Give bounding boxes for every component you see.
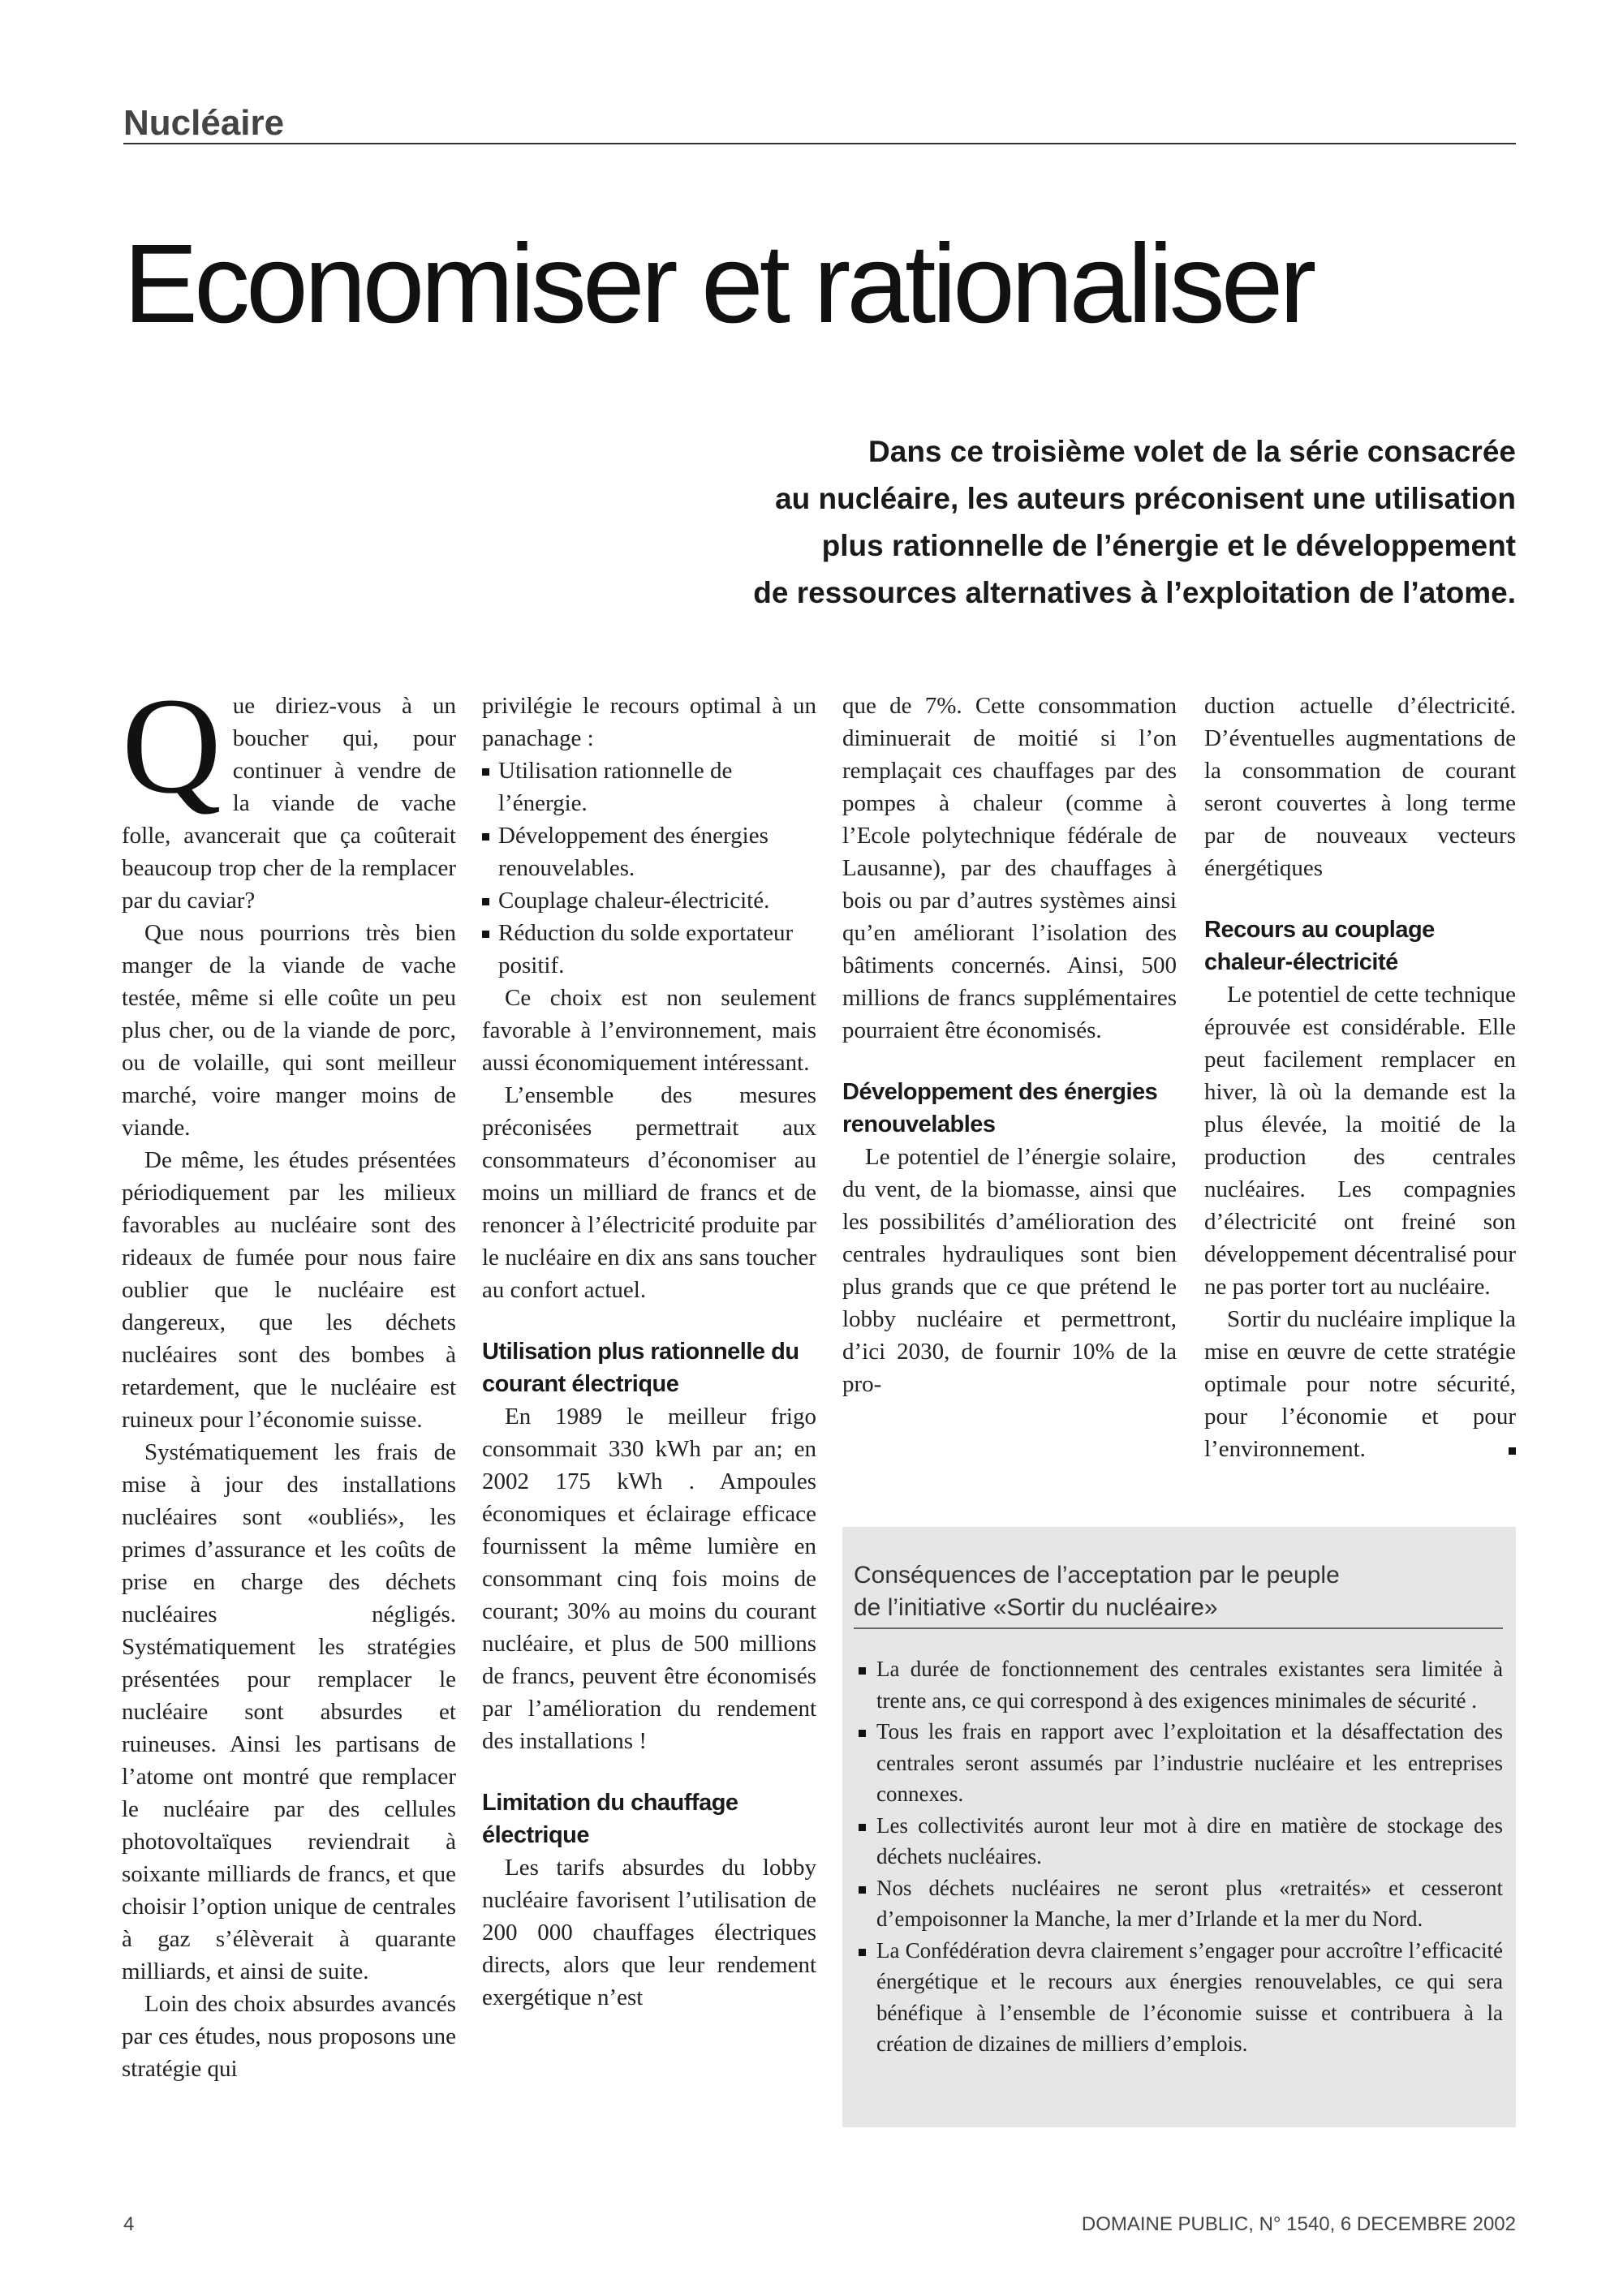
list-item: La durée de fonctionnement des centrales existantes sera limitée à trente ans, ce qui correspond à des exigences minimales de sécurité . bbox=[854, 1653, 1503, 1716]
drop-cap: Q bbox=[122, 669, 222, 822]
paragraph: privilégie le recours optimal à un panachage : bbox=[482, 693, 816, 751]
lead-line: Dans ce troisième volet de la série consacrée bbox=[868, 435, 1516, 468]
lead-line: plus rationnelle de l’énergie et le développement bbox=[821, 529, 1516, 562]
paragraph: Le potentiel de cette technique éprouvée est considérable. Elle peut facilement remplacer en hiver, là où la demande est la plus élevée, la moitié de la production des centrales nucléaires. Les compagnies d’électricité ont freiné son développement décentralisé pour ne pas porter tort au nucléaire. bbox=[1204, 982, 1516, 1300]
lead-line: au nucléaire, les auteurs préconisent une utilisation bbox=[775, 482, 1516, 515]
box-title-line: de l’initiative «Sortir du nucléaire» bbox=[854, 1594, 1218, 1621]
list-item: Tous les frais en rapport avec l’exploitation et la désaffectation des centrales seront assumés par l’industrie nucléaire et les entreprises connexes. bbox=[854, 1716, 1503, 1810]
paragraph: En 1989 le meilleur frigo consommait 330 kWh par an; en 2002 175 kWh . Ampoules économiques et éclairage efficace fournissent la même lumière en consommant cinq fois moins de courant; 30% au moins du courant nucléaire, et plus de 500 millions de francs, peuvent être économisés par l’amélioration du rendement des installations ! bbox=[482, 1404, 816, 1754]
consequences-list bbox=[854, 1653, 1503, 2060]
paragraph: Ce choix est non seulement favorable à l’environnement, mais aussi économiquement intéressant. bbox=[482, 985, 816, 1076]
sidebar-box bbox=[842, 1527, 1516, 2127]
section-heading: Limitation du chauffage électrique bbox=[482, 1790, 738, 1848]
list-item: La Confédération devra clairement s’engager pour accroître l’efficacité énergétique et le recours aux énergies renouvelables, ce qui sera bénéfique à l’ensemble de l’économie suisse et contribuera à la création de dizaines de milliers d’emplois. bbox=[854, 1935, 1503, 2060]
text-column-2 bbox=[482, 690, 816, 2014]
paragraph: que de 7%. Cette consommation diminuerait de moitié si l’on remplaçait ces chauffages par des pompes à chaleur (comme à l’Ecole polytechnique fédérale de Lausanne), par des chauffages à bois ou par d’autres systèmes ainsi qu’en améliorant l’isolation des bâtiments concernés. Ainsi, 500 millions de francs supplémentaires pourraient être économisés. bbox=[842, 693, 1177, 1043]
list-item: Utilisation rationnelle de l’énergie. bbox=[482, 755, 816, 819]
list-item: Nos déchets nucléaires ne seront plus «retraités» et cesseront d’empoisonner la Manche, la mer d’Irlande et la mer du Nord. bbox=[854, 1872, 1503, 1935]
box-title-line: Conséquences de l’acceptation par le peuple bbox=[854, 1562, 1340, 1589]
list-item: Développement des énergies renouvelables. bbox=[482, 819, 816, 884]
section-heading: Recours au couplage chaleur-électricité bbox=[1204, 917, 1435, 975]
lead-line: de ressources alternatives à l’exploitation de l’atome. bbox=[753, 576, 1516, 609]
paragraph: Le potentiel de l’énergie solaire, du vent, de la biomasse, ainsi que les possibilités d’amélioration des centrales hydrauliques sont bien plus grands que ce que prétend le lobby nucléaire et permettront, d’ici 2030, de fournir 10% de la pro- bbox=[842, 1144, 1177, 1397]
paragraph bbox=[1204, 1303, 1516, 1465]
paragraph-text: ue diriez-vous à un boucher qui, pour continuer à vendre de la viande de vache folle, avancerait que ça coûterait beaucoup trop cher de la remplacer par du caviar? bbox=[122, 693, 456, 914]
article-lead bbox=[568, 428, 1516, 617]
paragraph: duction actuelle d’électricité. D’éventuelles augmentations de la consommation de courant seront couvertes à long terme par de nouveaux vecteurs énergétiques bbox=[1204, 693, 1516, 881]
list-item: Les collectivités auront leur mot à dire en matière de stockage des déchets nucléaires. bbox=[854, 1810, 1503, 1872]
strategy-list bbox=[482, 755, 816, 982]
paragraph-text: Sortir du nucléaire implique la mise en œuvre de cette stratégie optimale pour notre sécurité, pour l’économie et pour l’environnement. bbox=[1204, 1306, 1516, 1462]
text-column-4 bbox=[1204, 690, 1516, 1465]
box-title bbox=[854, 1559, 1503, 1629]
paragraph: Les tarifs absurdes du lobby nucléaire favorisent l’utilisation de 200 000 chauffages électriques directs, alors que leur rendement exergétique n’est bbox=[482, 1855, 816, 2010]
text-column-1 bbox=[122, 669, 456, 2085]
paragraph: De même, les études présentées périodiquement par les milieux favorables au nucléaire sont des rideaux de fumée pour nous faire oublier que le nucléaire est dangereux, que les déchets nucléaires sont des bombes à retardement, que le nucléaire est ruineux pour l’économie suisse. bbox=[122, 1147, 456, 1433]
list-item: Couplage chaleur-électricité. bbox=[482, 884, 816, 917]
paragraph: L’ensemble des mesures préconisées permettrait aux consommateurs d’économiser au moins un milliard de francs et de renoncer à l’électricité produite par le nucléaire en dix ans sans toucher au confort actuel. bbox=[482, 1082, 816, 1303]
paragraph: Que nous pourrions très bien manger de la viande de vache testée, même si elle coûte un peu plus cher, ou de la viande de porc, ou de volaille, qui sont meilleur marché, voire manger moins de viande. bbox=[122, 920, 456, 1141]
section-heading: Développement des énergies renouvelables bbox=[842, 1079, 1158, 1137]
text-column-3 bbox=[842, 690, 1177, 1400]
section-heading: Utilisation plus rationnelle du courant électrique bbox=[482, 1339, 799, 1397]
section-rubric: Nucléaire bbox=[123, 102, 1516, 144]
paragraph: Loin des choix absurdes avancés par ces études, nous proposons une stratégie qui bbox=[122, 1991, 456, 2082]
publication-info: DOMAINE PUBLIC, N° 1540, 6 DECEMBRE 2002 bbox=[1081, 2213, 1516, 2235]
end-mark-icon bbox=[1509, 1447, 1516, 1455]
paragraph: Systématiquement les frais de mise à jour des installations nucléaires sont «oubliés», les primes d’assurance et les coûts de prise en charge des déchets nucléaires négligés. Systématiquement les stratégies présentées pour remplacer le nucléaire sont absurdes et ruineuses. Ainsi les partisans de l’atome ont montré que remplacer le nucléaire par des cellules photovoltaïques reviendrait à soixante milliards de francs, et que choisir l’option unique de centrales à gaz s’élèverait à quarante milliards, et ainsi de suite. bbox=[122, 1439, 456, 1984]
paragraph bbox=[122, 669, 456, 917]
list-item: Réduction du solde exportateur positif. bbox=[482, 917, 816, 982]
page-number: 4 bbox=[123, 2213, 135, 2235]
article-title: Economiser et rationaliser bbox=[123, 221, 1313, 346]
